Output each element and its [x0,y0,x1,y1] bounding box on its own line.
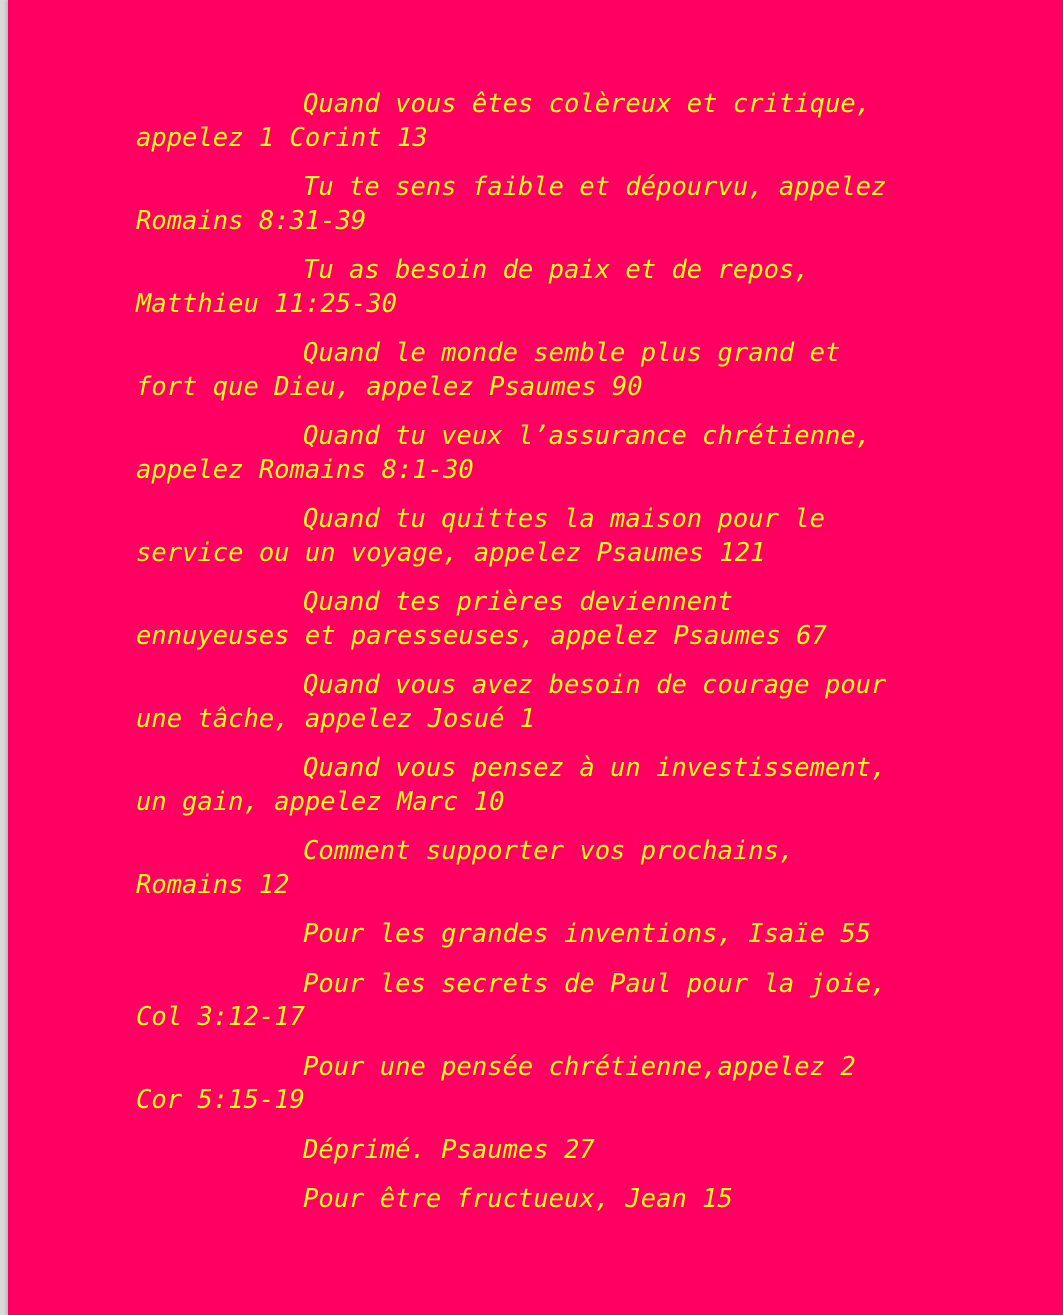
entry-line-2: Matthieu 11:25-30 [136,288,397,319]
entry-line-2: une tâche, appelez Josué 1 [136,703,536,734]
entry-line-2: Col 3:12-17 [136,1002,305,1032]
entry-line-2: ennuyeuses et paresseuses, appelez Psaumes 67 [136,620,827,651]
verse-entry [136,88,956,155]
verse-entry [136,752,956,819]
entry-line-2: Cor 5:15-19 [136,1085,305,1115]
entry-line-1: Pour être fructueux, Jean 15 [303,1184,733,1214]
entry-line-1: Quand tes prières deviennent [303,587,733,617]
entry-line-2: appelez 1 Corint 13 [136,122,428,153]
entry-line-1: Déprimé. Psaumes 27 [303,1134,595,1165]
verse-entry [136,337,956,404]
entry-line-1: Pour une pensée chrétienne,appelez 2 [303,1051,856,1082]
entry-line-1: Quand tu quittes la maison pour le [303,504,825,534]
entry-line-1: Pour les secrets de Paul pour la joie, [303,968,887,999]
verse-entry [136,1183,956,1217]
entry-line-1: Tu as besoin de paix et de repos, [303,255,810,285]
entry-line-2: un gain, appelez Marc 10 [136,786,505,817]
entry-line-2: fort que Dieu, appelez Psaumes 90 [136,371,643,402]
verse-entry [136,968,956,1035]
verse-entry [136,171,956,238]
verse-entry [136,586,956,653]
entry-line-2: appelez Romains 8:1-30 [136,454,474,485]
entry-line-1: Pour les grandes inventions, Isaïe 55 [303,919,872,949]
entry-line-1: Quand vous avez besoin de courage pour [303,670,887,700]
verse-entry [136,835,956,902]
verse-entry [136,1134,956,1168]
verse-entry [136,420,956,487]
entry-line-1: Quand vous pensez à un investissement, [303,753,887,783]
entry-line-1: Quand vous êtes colèreux et critique, [303,89,872,119]
entry-line-1: Comment supporter vos prochains, [303,836,795,866]
entry-line-1: Quand le monde semble plus grand et [303,338,841,368]
verse-entry [136,503,956,570]
entry-line-2: Romains 8:31-39 [136,205,367,236]
entry-line-1: Tu te sens faible et dépourvu, appelez [303,172,887,202]
verse-entry [136,254,956,321]
verse-entry [136,1051,956,1118]
entry-line-2: service ou un voyage, appelez Psaumes 121 [136,537,766,568]
entry-line-1: Quand tu veux l’assurance chrétienne, [303,421,872,451]
verse-entry [136,669,956,736]
document-page [8,0,1063,1315]
document-body [136,88,956,1233]
verse-entry [136,918,956,952]
entry-line-2: Romains 12 [136,869,290,900]
